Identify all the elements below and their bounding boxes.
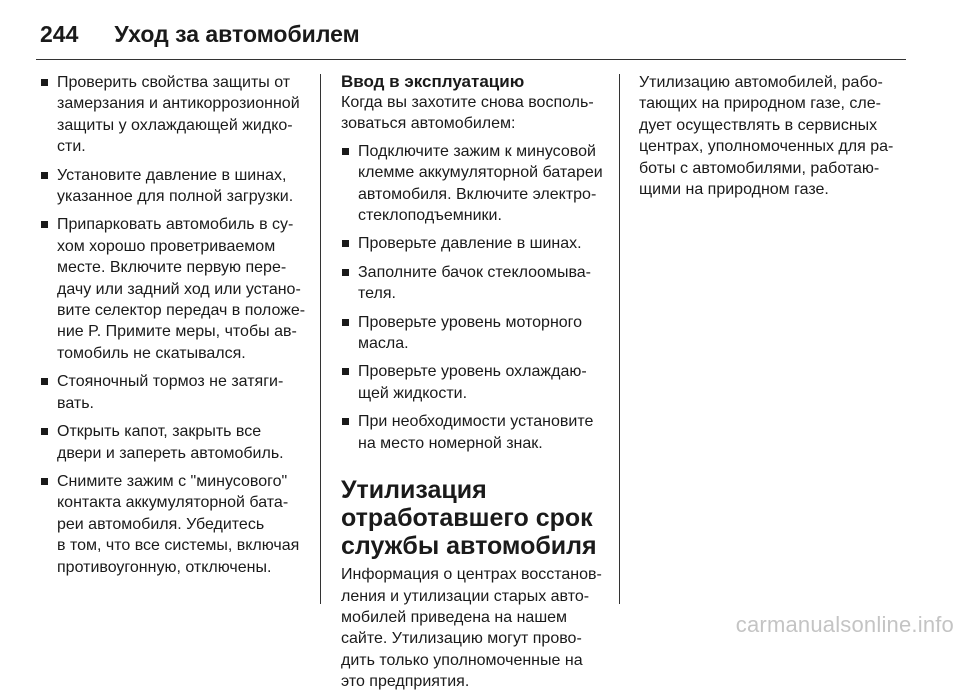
storage-checklist [40,72,310,578]
column-3 [639,72,904,200]
list-item-text: Установите давление в шинах, указанное для полной загрузки. [57,166,294,206]
square-bullet-icon [342,148,349,155]
list-item-text: Заполните бачок стеклоомыва- теля. [358,263,591,303]
list-item [40,214,310,364]
list-item [341,411,611,454]
list-item-text: Подключите зажим к минусовой клемме аккумуляторной батареи автомобиля. Включите электро- стеклоподъемники. [358,142,603,225]
list-item-text: Проверьте давление в шинах. [358,235,582,253]
list-item [341,141,611,227]
list-item [40,165,310,208]
list-item-text: Проверьте уровень охлаждаю- щей жидкости. [358,363,587,402]
square-bullet-icon [342,319,349,326]
square-bullet-icon [342,269,349,276]
header-rule [36,59,906,60]
square-bullet-icon [342,240,349,247]
list-item [341,233,611,254]
section-title-commissioning: Ввод в эксплуатацию [341,72,525,91]
list-item [341,262,611,305]
page-title: Уход за автомобилем [114,20,360,47]
commissioning-intro: Когда вы захотите снова восполь- зоваться автомобилем: [341,94,594,133]
list-item-text: Снимите зажим с "минусового" контакта аккумуляторной бата- реи автомобиля. Убедитесь в том, что все системы, включая противоугонную, отключены. [57,472,300,576]
gas-vehicle-disposal-text: Утилизацию автомобилей, рабо- тающих на природном газе, сле- дует осуществлять в сервисных центрах, уполномоченных для ра- боты с автомобилями, работаю- щими на природном газе. [639,74,894,199]
list-item-text: Проверить свойства защиты от замерзания и антикоррозионной защиты у охлаждающей жидко- сти. [57,74,300,156]
watermark: carmanualsonline.info [735,612,954,637]
square-bullet-icon [342,418,349,425]
column-divider-right [619,74,620,604]
list-item [40,471,310,578]
square-bullet-icon [41,378,48,385]
square-bullet-icon [41,478,48,485]
column-divider-left [320,74,321,604]
square-bullet-icon [41,172,48,179]
square-bullet-icon [41,79,48,86]
list-item [40,72,310,158]
page-number: 244 [40,20,79,47]
page-header [40,14,360,54]
list-item-text: При необходимости установите на место номерной знак. [358,413,594,452]
column-1 [40,72,310,585]
list-item-text: Проверьте уровень моторного масла. [358,313,583,353]
list-item [341,361,611,404]
list-item-text: Стояночный тормоз не затяги- вать. [57,373,284,412]
column-2 [341,72,611,693]
disposal-text: Информация о центрах восстанов- ления и утилизации старых авто- мобилей приведена на нашем сайте. Утилизацию могут прово- дить только уполномоченные на это предприятия. [341,566,602,691]
square-bullet-icon [41,221,48,228]
list-item-text: Открыть капот, закрыть все двери и запереть автомобиль. [57,423,284,462]
list-item [40,371,310,414]
square-bullet-icon [41,428,48,435]
square-bullet-icon [342,368,349,375]
list-item [341,312,611,355]
list-item-text: Припарковать автомобиль в су- хом хорошо проветриваемом месте. Включите первую пере- дачу или задний ход или устано- вите селектор передач в положе- ние P. Примите меры, чтобы ав- томобиль не скатывался. [57,216,306,362]
commissioning-checklist [341,141,611,454]
list-item [40,421,310,464]
section-title-disposal: Утилизация отработавшего срок службы автомобиля [341,476,597,561]
